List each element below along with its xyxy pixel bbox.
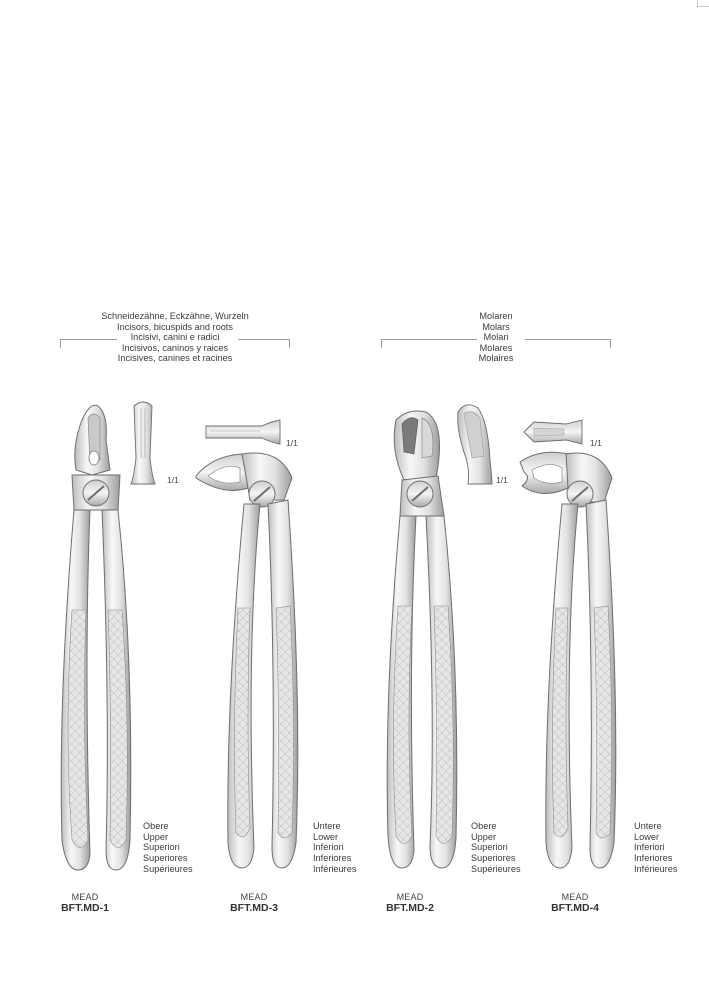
product-label-md4 — [530, 892, 620, 914]
jaw-line: Superiores — [471, 853, 516, 864]
jaw-list-lower — [313, 821, 356, 875]
bracket-left-segment — [381, 339, 477, 340]
jaw-line: Inférieures — [634, 863, 678, 874]
corner-mark — [697, 6, 709, 7]
product-code: BFT.MD-1 — [61, 902, 109, 914]
jaw-line: Obere — [143, 821, 169, 831]
group-line: Incisivos, caninos y raices — [121, 342, 229, 353]
product-label-md3 — [209, 892, 299, 914]
jaw-line: Superiores — [143, 853, 188, 864]
forceps-md4-illustration — [516, 448, 626, 878]
group-line: Incisives, canines et racines — [117, 353, 233, 364]
product-code: BFT.MD-4 — [551, 902, 599, 914]
jaw-list-upper — [143, 821, 193, 875]
group-header-molars — [381, 311, 611, 364]
group-line: Molari — [483, 332, 509, 343]
product-label-md1 — [40, 892, 130, 914]
bracket-tick — [610, 339, 611, 348]
bracket-right-segment — [525, 339, 611, 340]
forceps-md3-illustration — [192, 448, 312, 878]
group-line: Incisivi, canini e radici — [130, 332, 220, 343]
jaw-line: Inferiori — [634, 842, 665, 853]
straight-upper-beak-icon — [128, 398, 158, 488]
bracket-tick — [289, 339, 290, 348]
jaw-line: Lower — [313, 831, 339, 842]
jaw-line: Upper — [143, 831, 169, 842]
jaw-line: Inferiori — [313, 842, 344, 853]
bracket-tick — [381, 339, 382, 348]
scale-label: 1/1 — [496, 475, 508, 485]
jaw-line: Inférieures — [313, 863, 357, 874]
product-brand: MEAD — [71, 892, 99, 902]
jaw-line: Untere — [313, 821, 341, 831]
jaw-line: Superiori — [143, 842, 180, 853]
bracket-left-segment — [60, 339, 117, 340]
jaw-line: Upper — [471, 831, 497, 842]
jaw-line: Supérieures — [143, 863, 193, 874]
product-brand: MEAD — [396, 892, 424, 902]
jaw-line: Supérieures — [471, 863, 521, 874]
product-code: BFT.MD-2 — [386, 902, 434, 914]
scale-label: 1/1 — [167, 475, 179, 485]
jaw-line: Lower — [634, 831, 660, 842]
jaw-line: Inferiores — [634, 853, 673, 864]
lower-beak-icon — [204, 418, 284, 448]
group-line: Molaren — [479, 311, 513, 321]
jaw-list-upper — [471, 821, 521, 875]
group-header-incisors — [60, 311, 290, 364]
group-line: Schneidezähne, Eckzähne, Wurzeln — [101, 311, 249, 321]
curved-upper-beak-icon — [454, 400, 494, 488]
scale-label: 1/1 — [590, 438, 602, 448]
product-label-md2 — [365, 892, 455, 914]
jaw-line: Untere — [634, 821, 662, 831]
jaw-list-lower — [634, 821, 677, 875]
scale-label: 1/1 — [286, 438, 298, 448]
group-line: Incisors, bicuspids and roots — [117, 321, 233, 332]
bracket-tick — [60, 339, 61, 348]
group-line: Molaires — [478, 353, 514, 364]
jaw-line: Obere — [471, 821, 497, 831]
jaw-line: Inferiores — [313, 853, 352, 864]
bracket-right-segment — [238, 339, 290, 340]
product-brand: MEAD — [240, 892, 268, 902]
group-line: Molares — [479, 342, 513, 353]
lower-molar-beak-icon — [522, 418, 584, 448]
product-code: BFT.MD-3 — [230, 902, 278, 914]
group-line: Molars — [482, 321, 510, 332]
jaw-line: Superiori — [471, 842, 508, 853]
product-brand: MEAD — [561, 892, 589, 902]
